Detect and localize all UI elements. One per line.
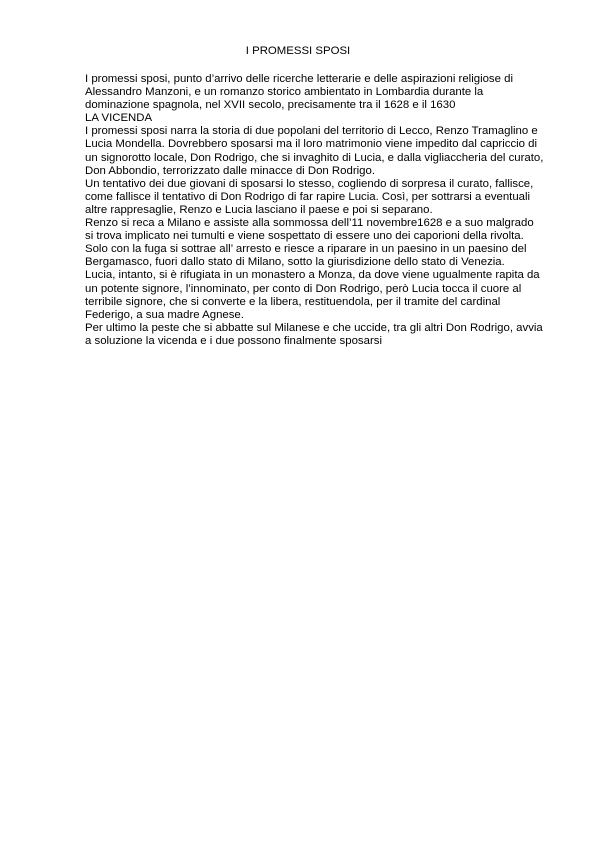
paragraph-milano: Renzo si reca a Milano e assiste alla sommossa dell’11 novembre1628 e a suo malgrado si trova implicato nei tumulti e viene sospettato di essere uno dei caporioni della rivolta. Solo con la fuga si sottrae all’ arresto e riesce a riparare in un paesino in un paesino del Bergamasco, fuori dallo stato di Milano, sotto la giurisdizione dello stato di Venezia.	[85, 217, 534, 269]
paragraph-intro: I promessi sposi, punto d’arrivo delle ricerche letterarie e delle aspirazioni religiose di Alessandro Manzoni, e un romanzo storico ambientato in Lombardia durante la dominazione spagnola, nel XVII secolo, precisamente tra il 1628 e il 1630	[85, 73, 513, 112]
document-title: I PROMESSI SPOSI	[245, 45, 351, 57]
section-heading-la-vicenda: LA VICENDA	[85, 112, 153, 125]
paragraph-lucia: Lucia, intanto, si è rifugiata in un monastero a Monza, da dove viene ugualmente rapita da un potente signore, l’innominato, per conto di Don Rodrigo, però Lucia tocca il cuore al terribile signore, che si converte e la libera, restituendola, per il tramite del cardinal Federigo, a sua madre Agnese.	[85, 269, 540, 321]
paragraph-attempt: Un tentativo dei due giovani di sposarsi lo stesso, cogliendo di sorpresa il curato, fallisce, come fallisce il tentativo di Don Rodrigo di far rapire Lucia. Così, per sottrarsi a eventuali altre rappresaglie, Renzo e Lucia lasciano il paese e poi si separano.	[85, 177, 534, 216]
paragraph-story: I promessi sposi narra la storia di due popolani del territorio di Lecco, Renzo Tramaglino e Lucia Mondella. Dovrebbero sposarsi ma il loro matrimonio viene impedito dal capriccio di un signorotto locale, Don Rodrigo, che si invaghito di Lucia, e dalla vigliaccheria del curato, Don Abbondio, terrorizzato dalle minacce di Don Rodrigo.	[85, 125, 544, 177]
document-body	[85, 73, 545, 348]
paragraph-ending: Per ultimo la peste che si abbatte sul Milanese e che uccide, tra gli altri Don Rodrigo, avvia a soluzione la vicenda e i due possono finalmente sposarsi	[85, 321, 543, 347]
